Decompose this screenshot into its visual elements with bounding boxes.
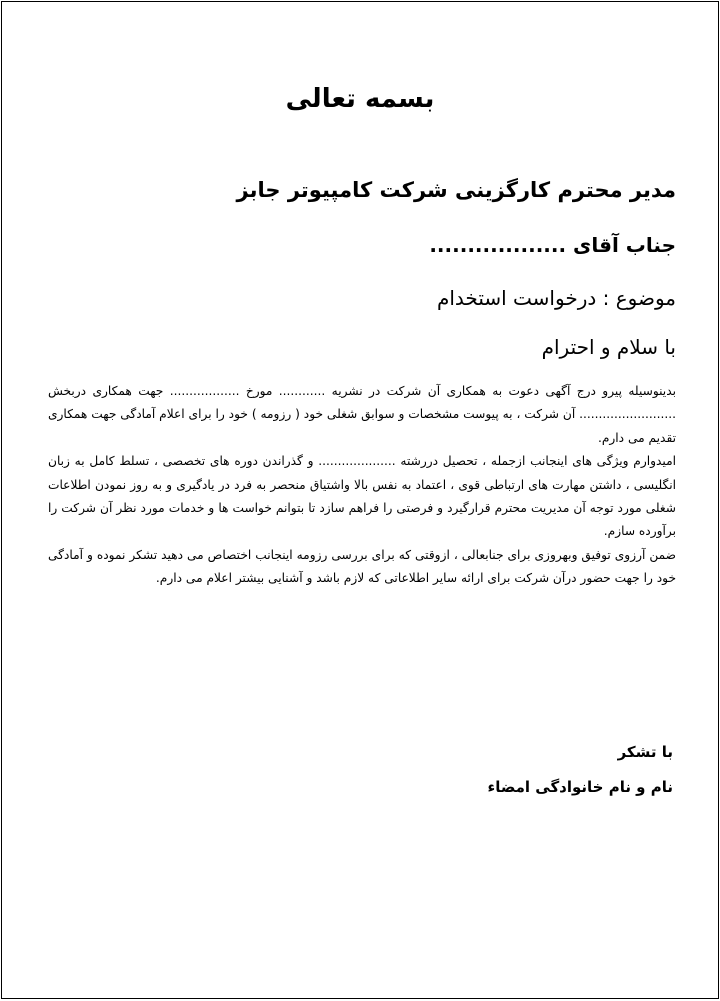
body-paragraph-thanks: ضمن آرزوی توفیق وبهروزی برای جنابعالی ، ازوقتی که برای بررسی رزومه اینجانب اختصاص می دهید تشکر نموده و آمادگی خود را جهت حضور درآن شرکت برای ارائه سایر اطلاعاتی که لازم باشد و آشنایی بیشتر اعلام می دارم. [48, 547, 676, 586]
body-paragraph-qualifications: امیدوارم ویژگی های اینجانب ازجمله ، تحصیل دررشته .................... و گذراندن دوره های تخصصی ، تسلط کامل به زبان انگلیسی ، داشتن مهارت های ارتباطی قوی ، اعتماد به نفس بالا واشتیاق منحصر به فرد در یادگیری و به روز نمودن اطلاعات شغلی مورد توجه آن مدیریت محترم قرارگیرد و فرصتی را فراهم سازد تا بتوانم خواست ها و خدمات مورد نظر آن شرکت را برآورده سازم. [48, 454, 676, 539]
addressee-line: جناب آقای .................. [429, 233, 676, 257]
signature-line: نام و نام خانوادگی امضاء [487, 778, 673, 796]
recipient-title: مدیر محترم کارگزینی شرکت کامپیوتر جابز [236, 178, 676, 202]
heading-basmala: بسمه تعالی [285, 84, 435, 114]
closing-line: با تشکر [617, 743, 673, 761]
body-paragraph-intro: بدینوسیله پیرو درج آگهی دعوت به همکاری آن شرکت در نشریه ............ مورخ .................. جهت همکاری دربخش ......................... آن شرکت ، به پیوست مشخصات و سوابق شغلی خود ( رزومه ) خود را برای اعلام آمادگی جهت همکاری تقدیم می دارم. [48, 384, 676, 445]
greeting-line: با سلام و احترام [541, 335, 676, 359]
letter-body [48, 380, 676, 591]
subject-line: موضوع : درخواست استخدام [436, 286, 676, 310]
letter-page [1, 1, 719, 999]
